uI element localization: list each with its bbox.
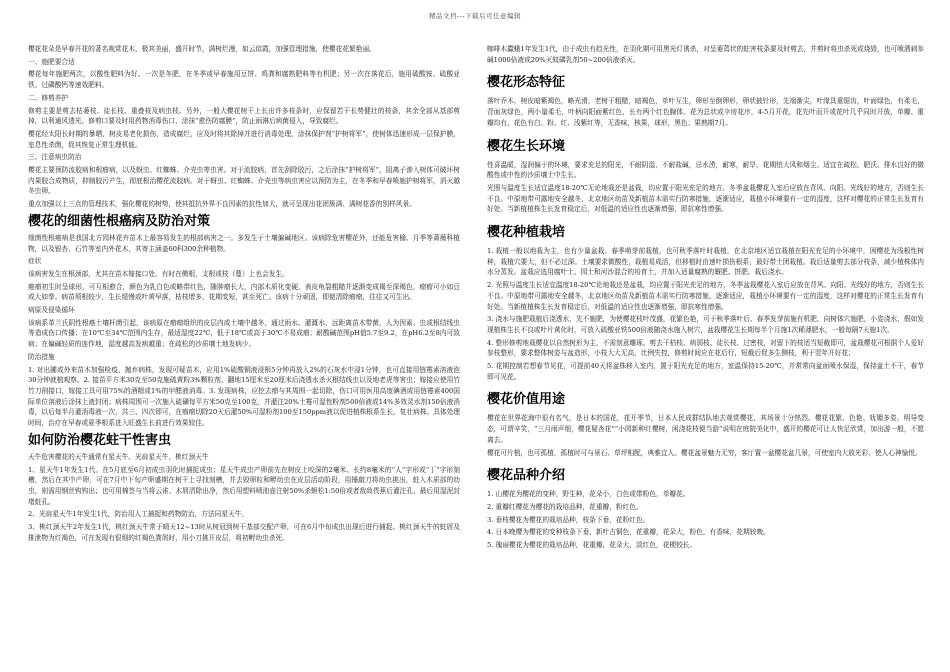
list-item: 1. 山樱花为樱花的变种，野生种，花朵小，白色或带粉色，单瓣花。 <box>487 490 690 499</box>
paragraph: 2. 光照与温度生长适宜温度18-20℃论地栽还是盆栽，均应置于阳光充足的地方，冬季盆栽樱花入室后应放在背风、向阳、光线好的地方，否则生长不良。中原地带可露地安全越冬，北京地区幼苗及新植苗木需实行防寒措施，逐渐适应，栽植小环境要有一定的湿度，这样对樱花的正常生长发育有好处。当新植植株生长发育稳定后，对低温的适应性也逐渐增强，即抗寒性增强。 <box>487 281 924 311</box>
paragraph: 1. 对出圃或外来苗木加强检疫，抛弃病株，发现可疑苗木，应用1%硫酸铜液浸根5分钟再放入2%的石灰水中浸1分钟，也可直接用链霉素溶液泡30分钟就植观察。2. 接苗平方米30克至50克施硫黄粉3%颗粒剂，翻地15厘米至20厘米后浇透水杀灭根结线虫以及地老虎等害虫；嫁接应使用竹竹刀削接口，嫁接工具可用75%的酒精或1%的甲醛液消毒。3. 发现病株，应挖去瘤与其周围一起切除，伤口可用医用高度碘酒或用链霉素400国际单位溶液后涂抹上液封闭；病株周围可一次施入硫磺每平方米50克至100克，并灌注20%土霉可湿性粉剂500倍液或14%多效灵水剂150倍液消毒，以后每半月灌消毒液一次，共三、四次即可，在瘤瘤切除20天后灌50%可湿粉剂100至150ppm液以促进植株根系生长，复壮病株。具体处理时间，治疗在早春或夏季根系进入旺盛生长前进行效果较佳。 <box>28 365 460 428</box>
section-heading: 樱花价值用途 <box>487 392 566 408</box>
paragraph: 樱花经太阳长时期的暴晒，树皮易老化损伤，造成腐烂，应及时将其除掉并进行消毒处理，涂抹保护剂“护树将军”，使树体迅速形成一层保护膜，室息性杀菌，促其恢复正常生理机能。 <box>28 129 460 149</box>
paragraph: 1、星天牛1年发生1代。在5月底至6月初成虫羽化时捕捉成虫；星天牛成虫产卵前先在树皮上咬深的2毫米、长约8毫米的“人”字形或“丁”字形刻槽，然后在其中产卵，可在7月中下旬产卵盛期在树干上寻找刻槽，并去毁卵粒和孵幼虫在皮层活动阶段，用锤敲刀将幼虫挑出，蛀入木质部的幼虫，则需用钢丝钩钩出；也可用棉签与当将云雀、木屑清除出净，然后用塑料喷油壶注射50%杀螟松1:50倍或者敌敌畏蕉后灌注孔，最后用湿泥封堵蛀孔。 <box>28 465 460 506</box>
paragraph: 修剪主要是剪去枯萎枝、徒长枝、重叠枝及病虫枝。另外，一般大樱花树干上长出许多枝条时，应保留若干长势健壮的枝条，其余全部从基部剪掉，以利通风透光。修剪口要及时用药物消毒伤口，涂抹“愈伤防腐膜”，防止雨淋后病菌侵入，导致腐烂。 <box>28 106 460 126</box>
section-heading: 樱花种植栽培 <box>487 225 566 241</box>
paragraph: 5. 花期控制若想春节见花，可提前40天将盆株移入室内，置于阳光充足的地方，室温保持15-20℃，并常常向盆面喷水保湿，保持盆土不干，春节即可见花。 <box>487 362 924 381</box>
subheading: 防治措施 <box>28 352 55 361</box>
subheading: 病原及侵染循环 <box>28 306 75 315</box>
paragraph: 咖啡木蠹蛾1年发生1代，由于成虫有趋光性，在羽化期可用黑光灯诱杀，对呈萎蔫状的蛀害枝条要及时剪去，并剪时将虫杀死或烧毁，也可喷洒刺参碱1000倍液或20%灭蚊磷乳剂50~200倍液杀灭。 <box>487 45 924 64</box>
subheading: 症状 <box>28 257 42 266</box>
paragraph: 樱花花朵是早春开花的著名观赏花木，极其美丽，盛开时节，满树烂漫，如云似霞，加强管理措施，使樱花花繁艳丽。 <box>28 45 376 53</box>
left-column <box>28 44 460 668</box>
section-heading: 如何防治樱花蛀干性害虫 <box>28 432 172 448</box>
paragraph: 樱花主要预防流胶病和根瘤病，以及蚜虫、红蜘蛛、介壳虫等虫害。对于流胶病，首先刮除胶污，之后涂抹“护树将军”，阻离子渗入树体可破坏树内果胶合成物质，抑制胶污产生，彻底根治樱花流胶病。对于蚜虫、红蜘蛛、介壳虫等病虫害应以预防为主，在冬季和早春喷施护树将军，消灭越冬虫卵。 <box>28 166 460 196</box>
paragraph: 樱花每年施肥两次，以酸性肥料为好。一次是冬肥，在冬季或早春施用豆饼、鸡粪和腐熟肥料等有机肥；另一次在落花后，施用硫酸铵、硫酸亚铁、过磷酸钙等速效肥料。 <box>28 70 460 90</box>
paragraph: 细菌性根癌病是我国北方园林花卉苗木上最容易发生的根部病害之一。多发生于土壤偏碱地区。该病除危害樱花外，还能危害榆、月季等蔷薇科植物，以及银杏、石竹等室内外花木，其寄主涵盖60科300余种植物。 <box>28 233 460 253</box>
subheading: 三、注意病虫防治 <box>28 153 82 162</box>
section-heading: 樱花形态特征 <box>487 75 566 91</box>
paragraph: 2、光肩星天牛1年发生1代，防治用人工捕捉和药物防治，方法同星天牛。 <box>28 510 249 519</box>
paragraph: 落叶乔木，树皮暗紫褐色，略光滑，老树干粗糙，暗褐色，单叶互生，卵形至倒卵形，卵状披针形，先端渐尖，叶缘具重锯齿，叶面绿色，有柔毛，背面灰绿色，两小量柔毛，叶柄向阳面紫红色，长有两个红色腺体。花为总状或伞房花序，4-5月开花，花先叶而开或花叶几乎同时开放，单瓣、重瓣均有，花色有白、粉、红、浅紫红等，无香味，核果，球形，黑色；果熟期7月。 <box>487 97 924 127</box>
paragraph: 樱花可片植，也可孤植，孤植时可与景石、草坪相配，典雅宜人。樱花盆景魅力无穷，客厅置一盆樱花盆几景，可使室内大放光彩，使人心神愉悦。 <box>487 448 922 457</box>
section-heading: 樱花生长环境 <box>487 138 566 154</box>
page-header: 精品文档---下载后可任意编辑 <box>428 12 522 20</box>
paragraph: 性喜温暖，湿润偏于的环境，要求充足的阳光，不耐阴湿，不耐盐碱，忌水涝，耐寒，耐旱，花期怕大风和烟尘。适宜在疏松、肥沃、排水良好的微酸性或中性的沙质壤土中生长。 <box>487 160 924 180</box>
paragraph: 光照与温度生长适宜温度18-20℃无论地栽还是盆栽，均应置于阳光充足的地方。冬季盆栽樱花入室后应放在背风、向阳、光线好的地方，否则生长不良。中原地带可露地安全越冬，北京地区幼苗及新植苗木需实行防寒措施，逐渐适应，栽植小环境要有一定的湿度，这样对樱花的正常生长发育有好处。当新植植株生长发育稳定后，对低温的适应性也逐渐增强，即抗寒性增强。 <box>487 183 924 214</box>
subheading: 一、施肥要合适 <box>28 57 75 66</box>
paragraph: 樱花在世界花海中很有名气，是日本的国花，花开季节，日本人民成群结队地去观赏樱花，其场景十分热烈。樱花花繁、色艳、妩媚多姿，明导变态，可谓辛笑，“三月雨声细，樱花疑杏花”“小园新种红樱树，闲浇花枝便当游”说明在庭院美化中，盛开的樱花可让人快足欣赏，加出游一般，不愿离去。 <box>487 414 924 444</box>
paragraph: 该病系革兰氏阴性根癌土壤杆菌引起，该病原在瘤瘤组织的皮层内或土壤中越冬，通过雨水、灌溉水、远距离苗木带菌，人为因素、虫或根结线虫等造成伤口传播；在10℃至34℃范围内生存，最适湿度22℃，低于18℃或高于30℃不易成瘤；耐酸碱范围pH值5.7至9.2，在pH6.2至8内可致病；在偏碱轻质的连作地，湿度越高发病越重；在疏松的沙质壤土地发病少。 <box>28 318 460 349</box>
list-item: 4. 日本晚樱为樱花的变种枝条下垂，新叶古铜色，花重瓣，花朵大，粉色，有香味，花期较晚。 <box>487 528 770 537</box>
list-item: 2. 重瓣红樱花为樱花的栽培品种，花重瓣，粉红色。 <box>487 502 643 511</box>
paragraph: 4. 整形修剪地栽樱花以自然树形为主，不需刻意雕琢。剪去干枯枝、病弱枝、徒长枝、过密枝，对留下的枝适当短截即可，盆栽樱花可根据个人爱好参枝整形，要求整体树姿与盆造形，小枝大大无高，比例失控，修剪时间应在花后行，短截后促多生侧枝，利于翌年开好花； <box>487 338 924 358</box>
paragraph: 癌瘤初生时呈球形，可互相愈合，颜色为乳白色或略带红色，随肿瘤长大，内部木质化变硬，表皮龟裂粗糙并逐渐变成褐至深褐色，瘤瘤可小如豆或大如拳。病苗须根较少，生长缓慢或叶黄早落，枯枝增多，花期变短，甚至死亡。该病十分顽固，即便清除瘤瘤，往往又可生出。 <box>28 282 460 302</box>
list-item: 5. 瑰丽樱花为樱花的栽培品种，花重瓣，花朵大，淡红色，花梗较长。 <box>487 541 697 550</box>
section-heading: 樱花品种介绍 <box>487 468 566 484</box>
paragraph: 该病害发生在根颈部，尤其在苗木嫁接口处，有时在侧根，支根或枝（蔓）上也会发生。 <box>28 269 289 278</box>
paragraph: 重点加强以上三点的管理技术，强化樱花的树势，使其抵抗外界不良因素的抗性加大，就可呈现出花团簇满、满树花香的别样风景。 <box>28 200 416 209</box>
paragraph: 3. 浇水与施肥栽植后浇透水，先不施肥，为使樱花枝叶茂盛，花繁色艳，可于秋季落叶后、春季发芽前施有机肥，向树体穴施肥，小姿浇水，假如发现植株生长不良或叶片黄化时，可放入硫酸亚铁500倍液随浇水施入树穴，盆栽樱花生长期每半个月施1次稀薄肥水，一般每隔7天施1次。 <box>487 315 924 334</box>
list-item: 3. 垂枝樱花为樱花的栽培品种，枝条下垂，花粉红色。 <box>487 515 650 524</box>
section-heading: 樱花的细菌性根癌病及防治对策 <box>28 213 211 229</box>
paragraph: 天牛危害樱花的天牛通常有星天牛、光肩星天牛、桃红颈天牛 <box>28 452 209 461</box>
right-column <box>487 44 924 668</box>
paragraph: 1. 栽植一般以地栽为主，也有少量盆栽。春季萌芽前栽植，也可秋季落叶时栽植，在北京地区适宜栽植在阳光充足的小环境中，困樱花为浅根性树种，栽植穴要大，但不必过深。土壤要求微酸性，栽植易成活，但移植时由速叶损伤根系，最好带土团栽植。栽后适量剪去部分枝条，减少植株体内水分蒸发。盆栽应选用腐叶土、园土和河沙混合的培育土，并加入适量腐熟的厩肥、饼肥、栽后浇水。 <box>487 247 924 277</box>
paragraph: 3、桃红颈天牛2年发生1代，桃红颈天牛常于晴天12~13时从树冠到树干基部交配产卵，可在6月中旬成虫出现后进行捕捉。桃红颈天牛的蛀屑及排泄物为红褐色，可在发现有很细的红褐色粪屑时，用小刀挑开皮层，将初孵幼虫杀死。 <box>28 523 460 542</box>
subheading: 二、修剪养护 <box>28 93 69 102</box>
